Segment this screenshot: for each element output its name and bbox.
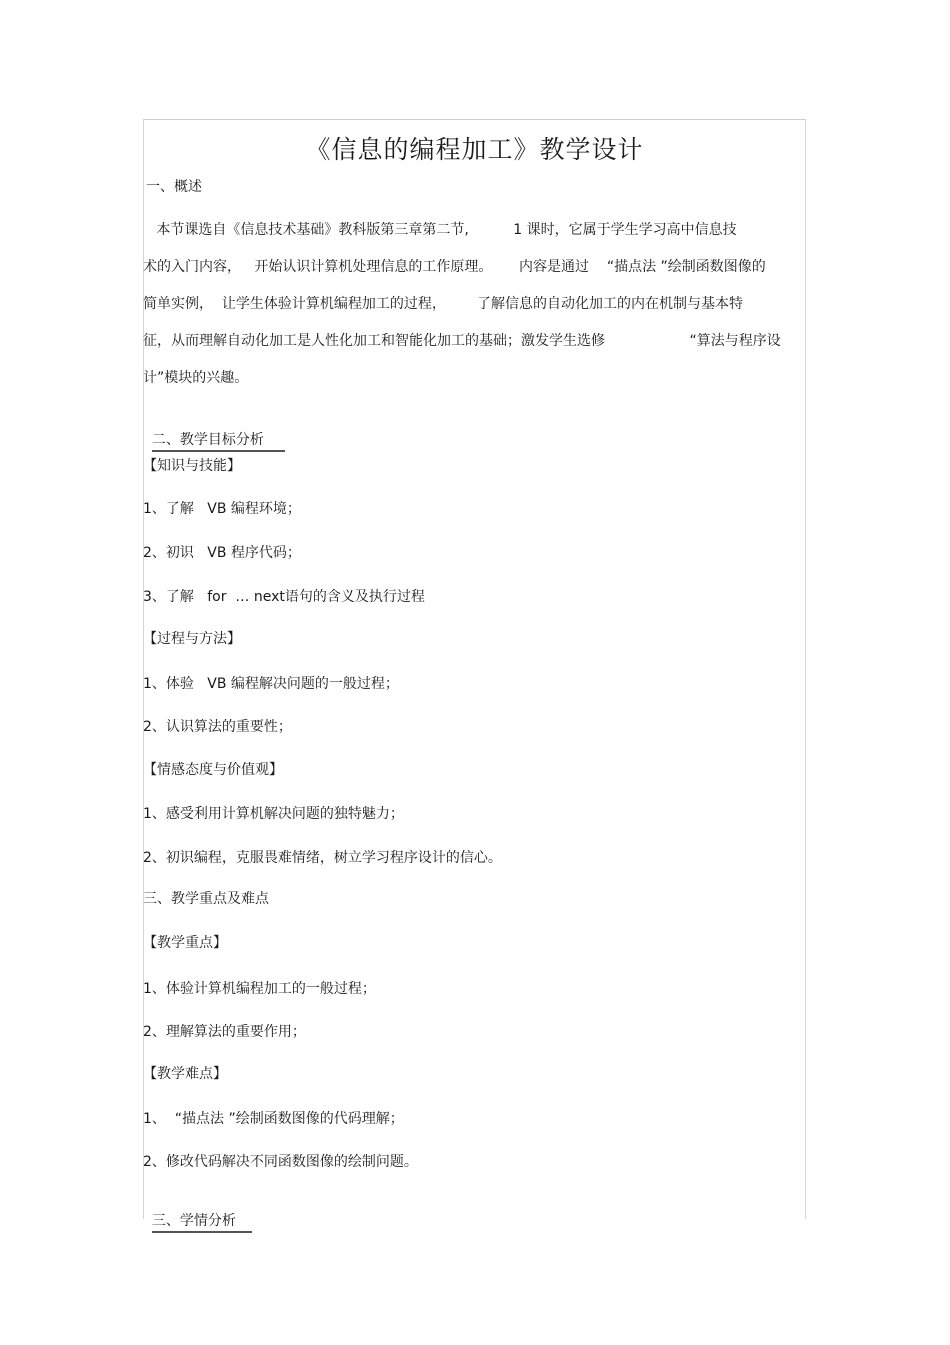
overview-line: 征，从而理解自动化加工是人性化加工和智能化加工的基础；激发学生选修 “算法与程序设: [143, 333, 781, 349]
subheading-knowledge: 【知识与技能】: [143, 458, 241, 474]
list-item: 2、理解算法的重要作用；: [143, 1024, 306, 1040]
section-heading-objectives: [143, 413, 285, 452]
overview-line: 术的入门内容， 开始认识计算机处理信息的工作原理。 内容是通过 “描点法 ”绘制函数图像的: [143, 259, 766, 275]
list-item: 1、体验计算机编程加工的一般过程；: [143, 981, 376, 997]
subheading-process: 【过程与方法】: [143, 631, 241, 647]
subheading-key: 【教学重点】: [143, 935, 227, 951]
subheading-emotion: 【情感态度与价值观】: [143, 762, 283, 778]
list-item: 2、修改代码解决不同函数图像的绘制问题。: [143, 1154, 418, 1170]
subheading-difficulty: 【教学难点】: [143, 1066, 227, 1082]
list-item: 1、感受利用计算机解决问题的独特魅力；: [143, 806, 404, 822]
section-heading-learners: [143, 1194, 252, 1233]
list-item: 1、体验 VB 编程解决问题的一般过程；: [143, 676, 399, 692]
overview-line: 简单实例， 让学生体验计算机编程加工的过程， 了解信息的自动化加工的内在机制与基本特: [143, 296, 744, 312]
list-item: 1、 “描点法 ”绘制函数图像的代码理解；: [143, 1111, 404, 1127]
list-item: 2、初识 VB 程序代码；: [143, 545, 301, 561]
list-item: 3、了解 for … next语句的含义及执行过程: [143, 589, 425, 605]
section-heading-learners-text: 三、学情分析: [152, 1212, 252, 1233]
overview-line: 计”模块的兴趣。: [143, 370, 249, 386]
overview-line: 本节课选自《信息技术基础》教科版第三章第二节, 1 课时，它属于学生学习高中信息技: [143, 222, 737, 238]
list-item: 2、初识编程，克服畏难情绪，树立学习程序设计的信心。: [143, 850, 502, 866]
list-item: 2、认识算法的重要性；: [143, 719, 292, 735]
section-heading-keypoints: 三、教学重点及难点: [143, 891, 269, 907]
document-frame: [143, 119, 806, 1219]
section-heading-objectives-text: 二、教学目标分析: [152, 431, 285, 452]
list-item: 1、了解 VB 编程环境；: [143, 501, 301, 517]
section-heading-overview: 一、概述: [146, 179, 202, 195]
document-title: 《信息的编程加工》教学设计: [305, 135, 644, 164]
